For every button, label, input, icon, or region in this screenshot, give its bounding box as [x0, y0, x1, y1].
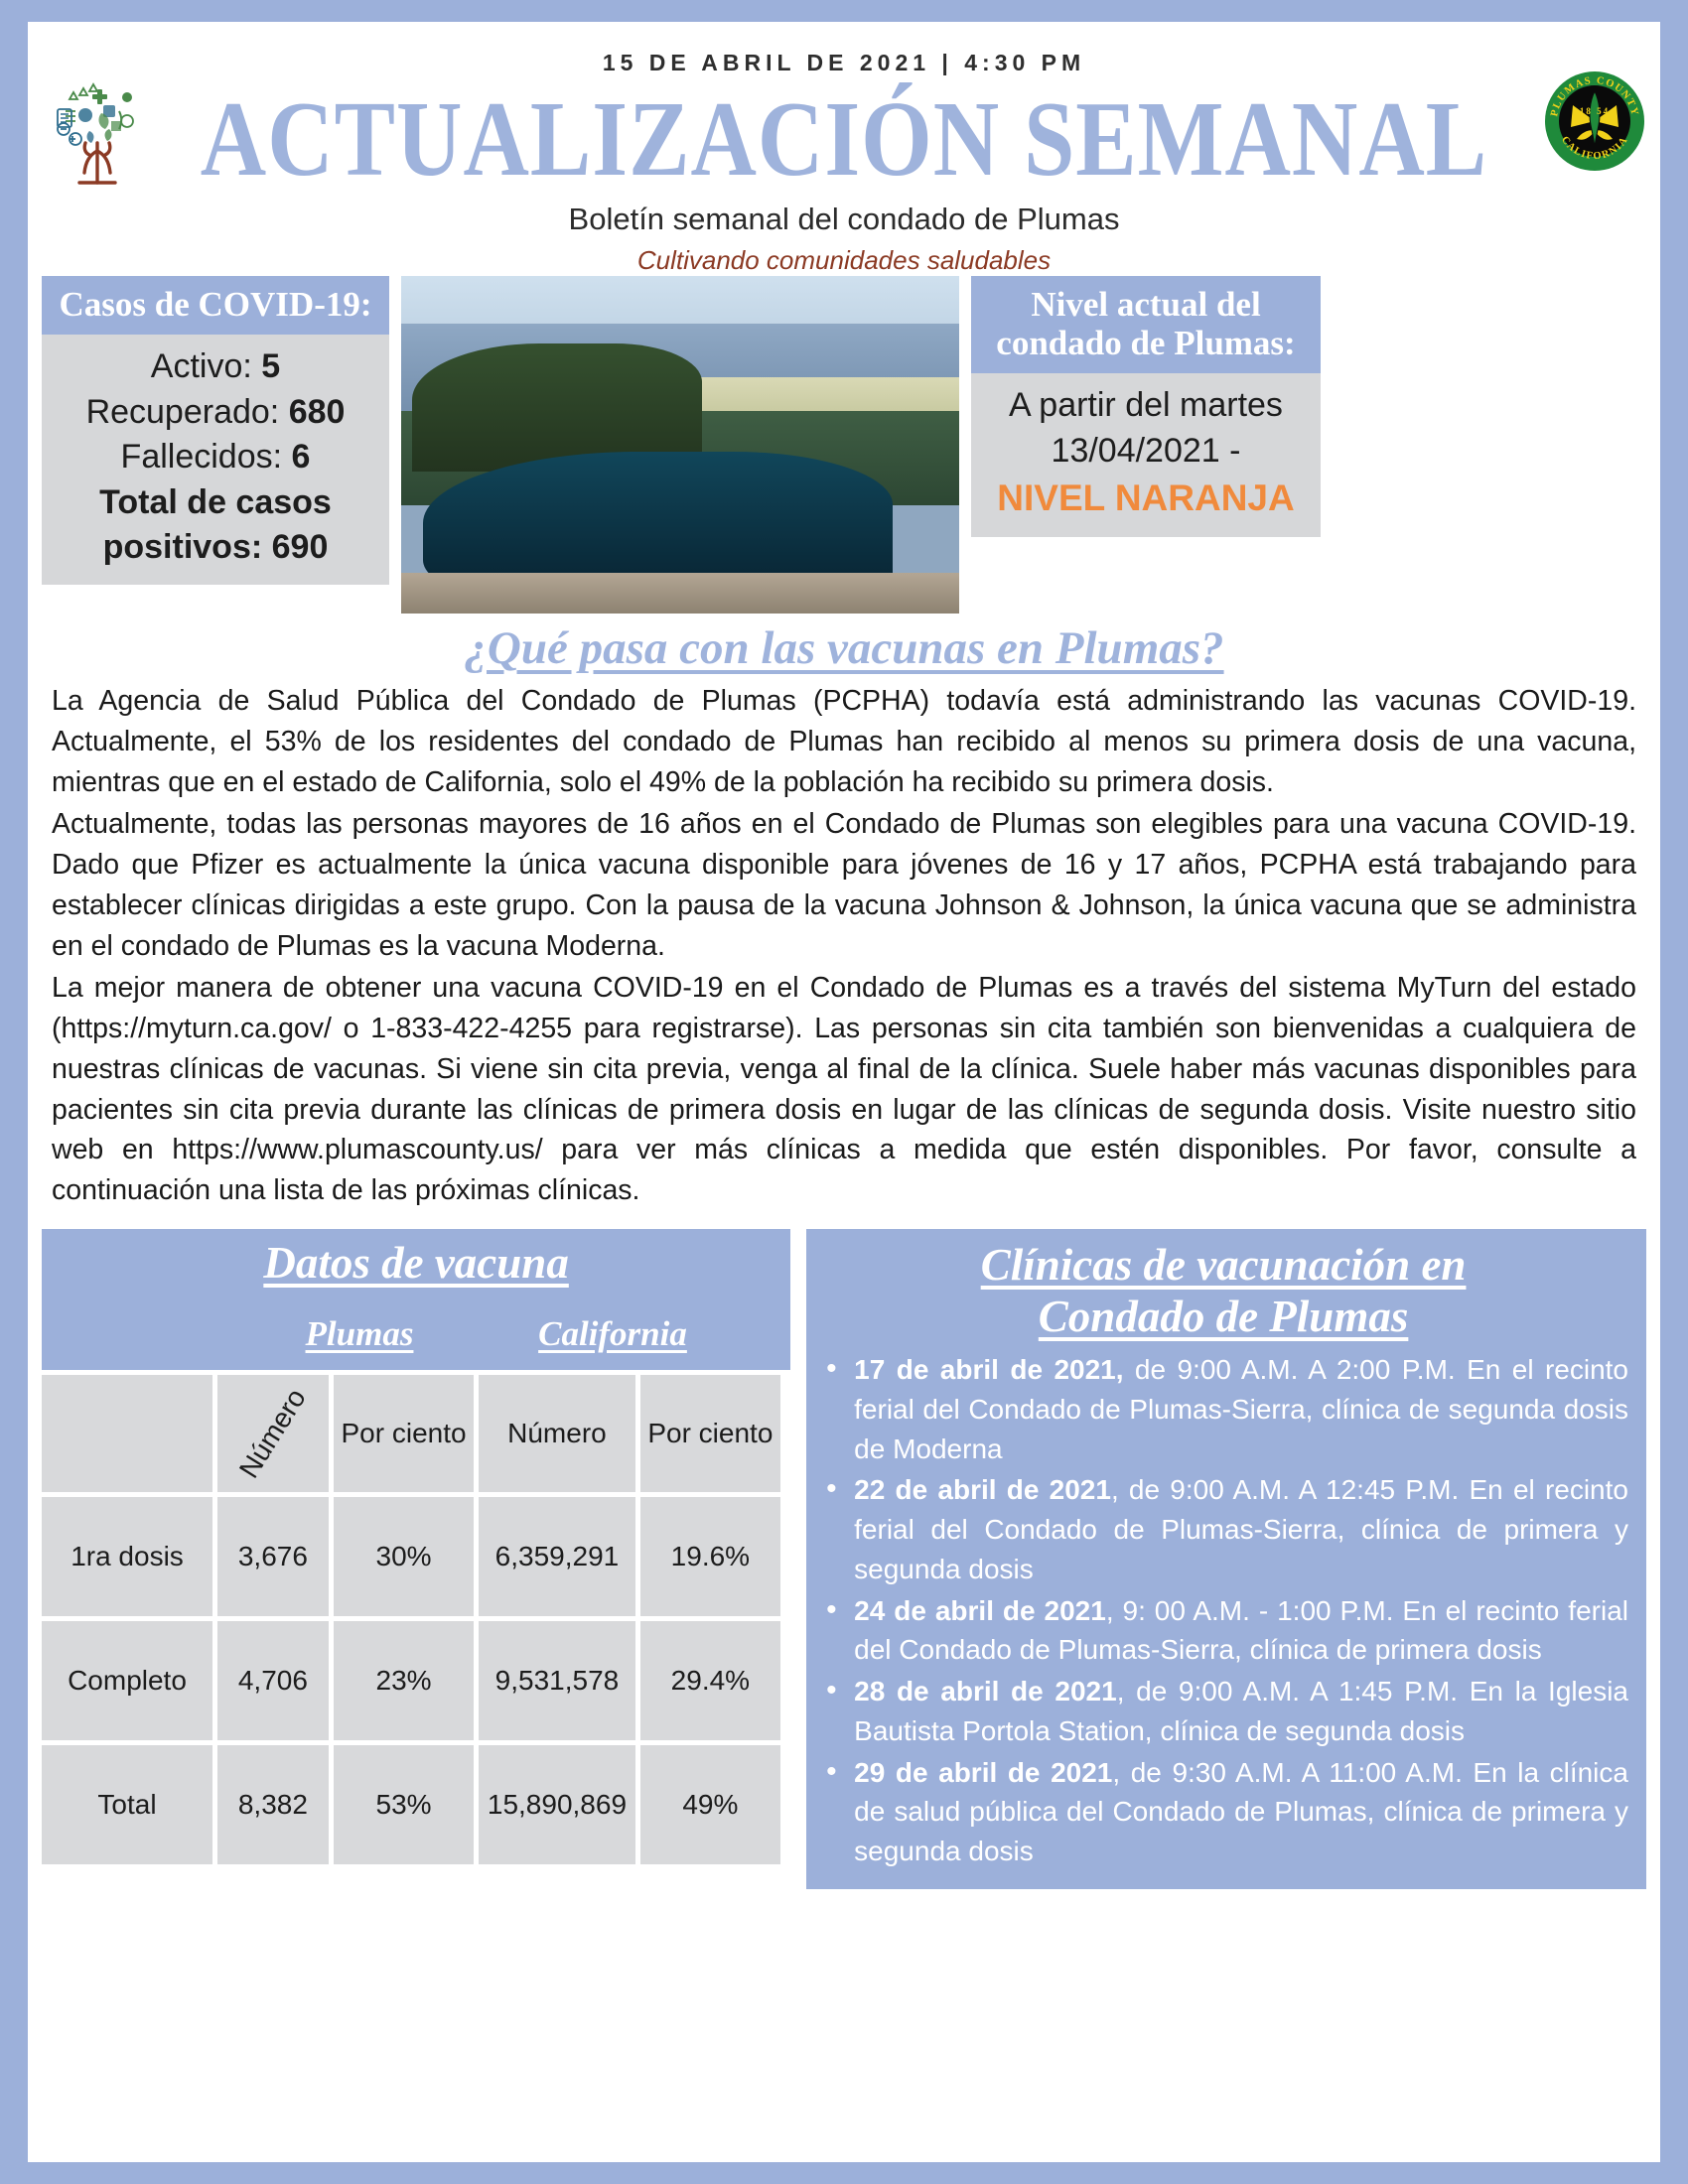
masthead-tagline: Cultivando comunidades saludables [636, 245, 1052, 275]
col-header-ca-porciento: Por ciento [640, 1375, 781, 1492]
article-paragraph-3: La mejor manera de obtener una vacuna COVID-19 en el Condado de Plumas es a través del sistema MyTurn del estado (https://myturn.ca.gov/ o 1-833-422-4255 para registrarse). Las personas sin cita también son bienvenidas a cualquiera de nuestras clínicas de vacunas. Si viene sin cita previa, venga al final de la clínica. Suele haber más vacunas disponibles para pacientes sin cita previa durante las clínicas de primera dosis en lugar de las clínicas de segunda dosis. Visite nuestro sitio web en https://www.plumascounty.us/ para ver más clínicas a medida que estén disponibles. Por favor, consulte a continuación una lista de las próximas clínicas. [52, 972, 1636, 1206]
tier-effective-line2: 13/04/2021 - [1051, 431, 1241, 470]
clinic-date: 28 de abril de 2021 [854, 1676, 1117, 1707]
vaccine-table-title: Datos de vacuna [263, 1237, 569, 1288]
cell-plumas-numero: 4,706 [217, 1621, 329, 1740]
table-row [42, 1745, 780, 1864]
page-sheet [28, 22, 1660, 2162]
row-label: Completo [42, 1621, 212, 1740]
row-label: Total [42, 1745, 212, 1864]
vaccine-table-head [42, 1375, 780, 1492]
cell-plumas-porciento: 53% [334, 1745, 475, 1864]
svg-text:18 54: 18 54 [1579, 106, 1611, 116]
col-header-ca-numero: Número [479, 1375, 634, 1492]
svg-text:CALIFORNIA: CALIFORNIA [1558, 134, 1631, 163]
mountain-lake-photo [401, 276, 959, 614]
cell-plumas-porciento: 23% [334, 1621, 475, 1740]
county-tier-heading-line1: Nivel actual del [1031, 285, 1261, 324]
clinic-date: 22 de abril de 2021 [854, 1474, 1111, 1506]
tier-effective-line1: A partir del martes [1009, 386, 1283, 425]
active-cases-line [48, 344, 383, 390]
cell-ca-numero: 15,890,869 [479, 1745, 634, 1864]
cell-plumas-numero: 3,676 [217, 1497, 329, 1616]
list-item [818, 1470, 1628, 1588]
clinic-date: 29 de abril de 2021 [854, 1756, 1113, 1788]
county-tier-card [971, 276, 1321, 537]
svg-text:PLUMAS COUNTY: PLUMAS COUNTY [1549, 74, 1640, 118]
recovered-cases-line [48, 390, 383, 436]
recovered-cases-label: Recuperado: [85, 392, 280, 431]
col-header-plumas-numero: Número [217, 1375, 329, 1492]
covid-cases-heading: Casos de COVID-19: [42, 276, 389, 335]
vaccine-data-panel [42, 1229, 790, 1889]
list-item [818, 1350, 1628, 1468]
cell-ca-numero: 6,359,291 [479, 1497, 634, 1616]
list-item [818, 1591, 1628, 1671]
vaccine-table-header [42, 1229, 790, 1370]
deaths-label: Fallecidos: [120, 438, 283, 477]
table-row [42, 1621, 780, 1740]
article-section [28, 614, 1660, 1211]
clinics-title-line1: Clínicas de vacunación en [980, 1239, 1467, 1290]
clinic-date: 17 de abril de 2021, [854, 1354, 1124, 1386]
cell-ca-porciento: 19.6% [640, 1497, 781, 1616]
masthead [28, 22, 1660, 275]
list-item [818, 1753, 1628, 1871]
clinics-panel [806, 1229, 1646, 1889]
masthead-subtitle: Boletín semanal del condado de Plumas [568, 202, 1120, 236]
vaccine-table-group-row [42, 1314, 790, 1360]
clinic-details: , de 9:00 A.M. A 12:45 P.M. En el recinto ferial del Condado de Plumas-Sierra, clínica de primera y segunda dosis [854, 1474, 1628, 1584]
cell-ca-porciento: 29.4% [640, 1621, 781, 1740]
vaccine-table-body [42, 1497, 780, 1864]
clinic-details: , de 9:30 A.M. A 11:00 A.M. En la clínica de salud pública del Condado de Plumas, clínica de primera y segunda dosis [854, 1756, 1628, 1867]
article-paragraph-2: Actualmente, todas las personas mayores de 16 años en el Condado de Plumas son elegibles para una vacuna COVID-19. Dado que Pfizer es actualmente la única vacuna disponible para jóvenes de 16 y 17 años, PCPHA está trabajando para establecer clínicas dirigidas a este grupo. Con la pausa de la vacuna Johnson & Johnson, la única vacuna que se administra en el condado de Plumas es la vacuna Moderna. [52, 808, 1636, 962]
clinic-details: , de 9:00 A.M. A 1:45 P.M. En la Iglesia Bautista Portola Station, clínica de segunda dosis [854, 1676, 1628, 1746]
clinic-date: 24 de abril de 2021 [854, 1594, 1106, 1626]
vaccine-data-table [37, 1370, 785, 1869]
status-badge: NIVEL NARANJA [997, 478, 1295, 519]
deaths-line [48, 435, 383, 480]
clinics-title-line2: Condado de Plumas [1038, 1291, 1409, 1341]
group-plumas: Plumas [305, 1313, 414, 1353]
dateline: 15 DE ABRIL DE 2021 | 4:30 PM [602, 50, 1086, 75]
clinic-details: de 9:00 A.M. A 2:00 P.M. En el recinto ferial del Condado de Plumas-Sierra, clínica de segunda dosis de Moderna [854, 1354, 1629, 1464]
covid-cases-card [42, 276, 389, 585]
row-label: 1ra dosis [42, 1497, 212, 1616]
summary-row [28, 276, 1660, 614]
clinics-title [818, 1239, 1628, 1342]
table-header-row [42, 1375, 780, 1492]
active-cases-value: 5 [261, 347, 281, 386]
bottom-panels [28, 1213, 1660, 1889]
covid-cases-body [42, 335, 389, 585]
cell-ca-numero: 9,531,578 [479, 1621, 634, 1740]
photo-shore [401, 573, 959, 614]
total-cases-label-line: Total de casos [99, 482, 332, 521]
deaths-value: 6 [291, 438, 311, 477]
group-california: California [538, 1313, 687, 1353]
list-item [818, 1672, 1628, 1751]
page-title: ACTUALIZACIÓN SEMANAL [200, 78, 1488, 199]
cell-plumas-porciento: 30% [334, 1497, 475, 1616]
county-tier-body [971, 373, 1321, 537]
recovered-cases-value: 680 [288, 392, 346, 431]
table-row [42, 1497, 780, 1616]
clinics-list [818, 1350, 1628, 1871]
county-tier-heading [971, 276, 1321, 373]
county-tier-heading-line2: condado de Plumas: [996, 324, 1296, 363]
cell-ca-porciento: 49% [640, 1745, 781, 1864]
col-header-blank [42, 1375, 212, 1492]
article-paragraph-1: La Agencia de Salud Pública del Condado de Plumas (PCPHA) todavía está administrando las vacunas COVID-19. Actualmente, el 53% de los residentes del condado de Plumas han recibido al menos su primera dosis de una vacuna, mientras que en el estado de California, solo el 49% de la población ha recibido su primera dosis. [52, 685, 1636, 798]
clinic-details: , 9: 00 A.M. - 1:00 P.M. En el recinto ferial del Condado de Plumas-Sierra, clínica de primera dosis [854, 1594, 1628, 1666]
cell-plumas-numero: 8,382 [217, 1745, 329, 1864]
total-cases-value: 690 [271, 528, 329, 567]
total-cases-label2: positivos: [102, 528, 263, 567]
total-cases-value-line [48, 525, 383, 571]
col-header-plumas-porciento: Por ciento [334, 1375, 475, 1492]
group-spacer [42, 1314, 250, 1354]
active-cases-label: Activo: [150, 347, 252, 386]
article-title: ¿Qué pasa con las vacunas en Plumas? [464, 622, 1224, 674]
